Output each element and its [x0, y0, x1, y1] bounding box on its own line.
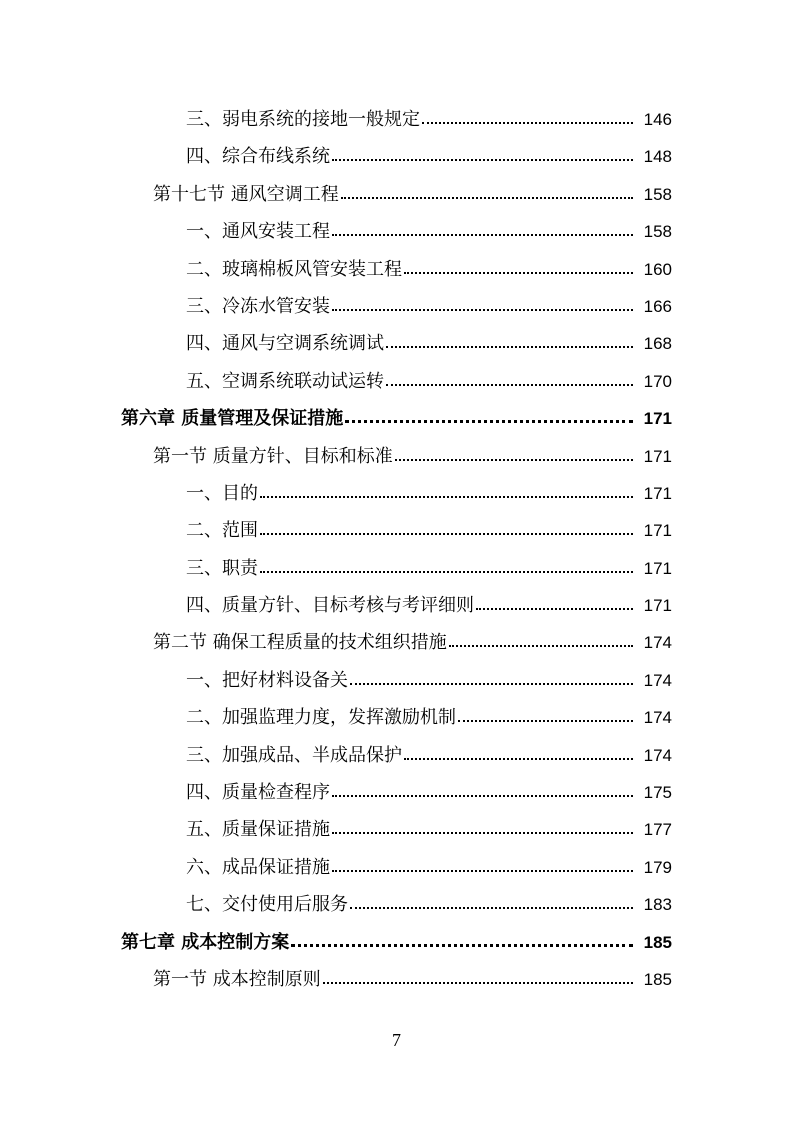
- toc-dot-leader: [332, 793, 633, 797]
- table-of-contents: [0, 101, 793, 998]
- toc-entry-title: 三、职责: [186, 557, 258, 579]
- toc-entry-page: 171: [643, 558, 672, 578]
- toc-dot-leader: [476, 606, 633, 610]
- toc-entry-page: 158: [643, 222, 672, 242]
- toc-entry-title: 五、空调系统联动试运转: [186, 370, 384, 392]
- toc-entry[interactable]: [0, 662, 793, 699]
- toc-entry-title: 第七章 成本控制方案: [121, 931, 290, 953]
- toc-entry-chapter[interactable]: [0, 924, 793, 961]
- toc-entry-page: 174: [643, 633, 672, 653]
- page-number: 7: [392, 1030, 401, 1050]
- toc-entry[interactable]: [0, 213, 793, 250]
- toc-entry[interactable]: [0, 101, 793, 138]
- toc-entry-page: 160: [643, 259, 672, 279]
- toc-entry-title: 二、玻璃棉板风管安装工程: [186, 258, 402, 280]
- toc-dot-leader: [422, 120, 633, 124]
- toc-dot-leader: [395, 457, 633, 461]
- toc-entry-page: 185: [643, 969, 672, 989]
- toc-entry-title: 第二节 确保工程质量的技术组织措施: [153, 632, 447, 654]
- toc-dot-leader: [345, 418, 633, 423]
- toc-entry[interactable]: [0, 251, 793, 288]
- toc-dot-leader: [458, 718, 633, 722]
- toc-dot-leader: [332, 830, 633, 834]
- toc-entry-title: 四、通风与空调系统调试: [186, 333, 384, 355]
- toc-entry-page: 171: [643, 446, 672, 466]
- toc-entry-page: 174: [643, 708, 672, 728]
- toc-entry-page: 179: [643, 857, 672, 877]
- toc-dot-leader: [291, 942, 633, 947]
- toc-dot-leader: [260, 494, 633, 498]
- toc-entry[interactable]: [0, 961, 793, 998]
- toc-entry[interactable]: [0, 438, 793, 475]
- toc-entry[interactable]: [0, 886, 793, 923]
- toc-entry[interactable]: [0, 587, 793, 624]
- toc-entry-title: 二、加强监理力度，发挥激励机制: [186, 707, 456, 729]
- toc-entry-page: 183: [643, 895, 672, 915]
- toc-entry[interactable]: [0, 512, 793, 549]
- toc-dot-leader: [404, 756, 633, 760]
- toc-dot-leader: [350, 905, 633, 909]
- toc-entry[interactable]: [0, 737, 793, 774]
- toc-entry[interactable]: [0, 774, 793, 811]
- toc-entry-page: 171: [643, 596, 672, 616]
- toc-dot-leader: [404, 270, 633, 274]
- toc-entry-page: 171: [643, 483, 672, 503]
- toc-entry-title: 第一节 质量方针、目标和标准: [153, 445, 393, 467]
- toc-entry-title: 七、交付使用后服务: [186, 894, 348, 916]
- toc-entry-title: 三、加强成品、半成品保护: [186, 744, 402, 766]
- toc-entry-title: 第一节 成本控制原则: [153, 968, 321, 990]
- toc-entry[interactable]: [0, 624, 793, 661]
- toc-entry-page: 148: [643, 147, 672, 167]
- toc-entry-page: 171: [643, 521, 672, 541]
- toc-entry-page: 177: [643, 820, 672, 840]
- toc-entry-chapter[interactable]: [0, 400, 793, 437]
- toc-dot-leader: [260, 531, 633, 535]
- toc-entry-title: 一、目的: [186, 482, 258, 504]
- toc-entry[interactable]: [0, 811, 793, 848]
- toc-entry-title: 四、质量方针、目标考核与考评细则: [186, 595, 474, 617]
- toc-dot-leader: [386, 344, 633, 348]
- toc-entry-page: 146: [643, 110, 672, 129]
- toc-entry-page: 171: [643, 409, 672, 429]
- toc-entry[interactable]: [0, 475, 793, 512]
- toc-entry-title: 五、质量保证措施: [186, 819, 330, 841]
- toc-entry[interactable]: [0, 138, 793, 175]
- toc-dot-leader: [332, 868, 633, 872]
- toc-entry-page: 175: [643, 783, 672, 803]
- toc-entry-title: 二、范围: [186, 520, 258, 542]
- toc-dot-leader: [323, 980, 633, 984]
- toc-dot-leader: [260, 569, 633, 573]
- toc-entry-title: 三、冷冻水管安装: [186, 295, 330, 317]
- toc-entry-title: 一、通风安装工程: [186, 221, 330, 243]
- toc-entry[interactable]: [0, 550, 793, 587]
- toc-entry-title: 四、综合布线系统: [186, 146, 330, 168]
- toc-entry-page: 170: [643, 371, 672, 391]
- toc-entry-title: 第六章 质量管理及保证措施: [121, 408, 344, 430]
- toc-entry-page: 166: [643, 296, 672, 316]
- toc-entry-page: 185: [643, 932, 672, 952]
- toc-entry-title: 一、把好材料设备关: [186, 669, 348, 691]
- toc-entry-title: 六、成品保证措施: [186, 856, 330, 878]
- toc-dot-leader: [386, 382, 633, 386]
- toc-entry-page: 174: [643, 745, 672, 765]
- toc-entry-title: 第十七节 通风空调工程: [153, 183, 339, 205]
- toc-dot-leader: [332, 157, 633, 161]
- toc-entry-page: 158: [643, 184, 672, 204]
- toc-entry[interactable]: [0, 176, 793, 213]
- toc-dot-leader: [332, 307, 633, 311]
- toc-entry-page: 174: [643, 670, 672, 690]
- toc-entry[interactable]: [0, 325, 793, 362]
- toc-dot-leader: [332, 232, 633, 236]
- toc-entry[interactable]: [0, 699, 793, 736]
- toc-entry-title: 四、质量检查程序: [186, 782, 330, 804]
- toc-dot-leader: [350, 681, 633, 685]
- toc-entry[interactable]: [0, 363, 793, 400]
- toc-entry[interactable]: [0, 849, 793, 886]
- toc-dot-leader: [449, 643, 633, 647]
- toc-entry-title: 三、弱电系统的接地一般规定: [186, 109, 420, 130]
- toc-dot-leader: [341, 195, 633, 199]
- toc-entry[interactable]: [0, 288, 793, 325]
- toc-entry-page: 168: [643, 334, 672, 354]
